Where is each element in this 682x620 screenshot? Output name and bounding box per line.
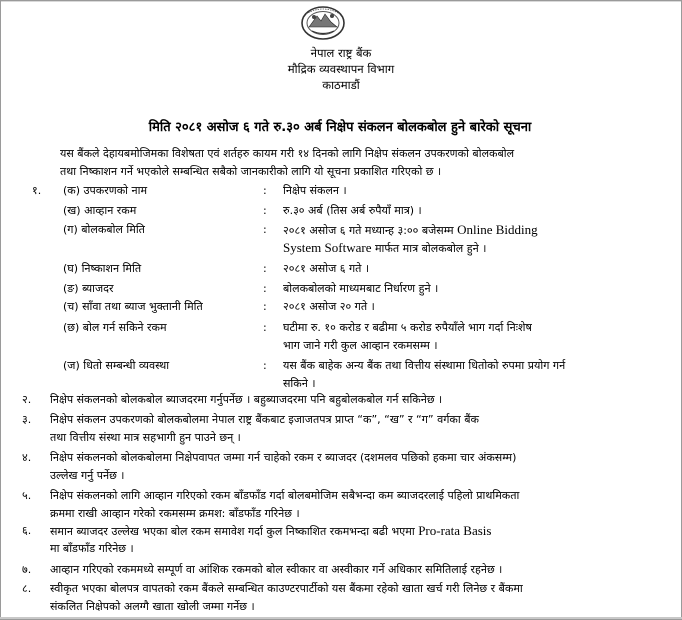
intro-line: तथा निष्काशन गर्ने भएकोले सम्बन्धित सबैको जानकारीको लागि यो सूचना प्रकाशित गरिएको छ ।	[60, 165, 442, 178]
detail-label: (च) साँवा तथा ब्याज भुक्तानी मिति	[63, 300, 203, 313]
detail-value: २०८१ असोज ६ गते मध्यान्ह ३:०० बजेसम्म Online Bidding	[283, 222, 538, 237]
item-text: निक्षेप संकलन उपकरणको बोलकबोलमा नेपाल राष्ट्र बैंकबाट इजाजतपत्र प्राप्त “क”, “ख” र “ग” वर्गका बैंक	[50, 413, 479, 426]
item-number: ३.	[22, 413, 32, 426]
item-number: ७.	[22, 563, 32, 576]
detail-colon: :	[263, 282, 267, 295]
detail-colon: :	[263, 321, 267, 334]
item-number: २.	[22, 393, 32, 406]
department-name: मौद्रिक व्यवस्थापन विभाग	[287, 62, 395, 76]
detail-label: (ख) आव्हान रकम	[63, 204, 137, 217]
item-text: स्वीकृत भएका बोलपत्र वापतको रकम बैंकले सम्बन्धित काउण्टरपार्टीको यस बैंकमा रहेको खाता खर्च गरी लिनेछ र बैंकमा	[50, 582, 523, 595]
item-text: निक्षेप संकलनको बोलकबोल ब्याजदरमा गर्नुपर्नेछ । बहुब्याजदरमा पनि बहुबोलकबोल गर्न सकिनेछ ।	[50, 393, 443, 406]
org-name: नेपाल राष्ट्र बैंक	[310, 46, 372, 60]
detail-value: घटीमा रु. १० करोड र बढीमा ५ करोड रुपैयाँले भाग गर्दा निःशेष	[283, 321, 532, 334]
detail-value: सकिने ।	[283, 377, 316, 390]
detail-value: २०८१ असोज ६ गते ।	[283, 262, 370, 275]
item-number: ६.	[22, 524, 32, 537]
notice-title: मिति २०८१ असोज ६ गते रु.३० अर्ब निक्षेप संकलन बोलकबोल हुने बारेको सूचना	[148, 120, 532, 135]
detail-label: (क) उपकरणको नाम	[63, 184, 148, 197]
intro-line: यस बैंकले देहायबमोजिमका विशेषता एवं शर्तहरु कायम गरी १४ दिनको लागि निक्षेप संकलन उपकरणको बोलकबोल	[60, 147, 515, 160]
item-number: ४.	[22, 451, 32, 464]
detail-colon: :	[263, 223, 267, 236]
item-number: ८.	[22, 582, 32, 595]
nrb-emblem-icon	[300, 5, 346, 41]
item-number: ५.	[22, 489, 32, 502]
item-text: समान ब्याजदर उल्लेख भएका बोल रकम समावेश गर्दा कुल निष्काशित रकमभन्दा बढी भएमा Pro-rata Basis	[50, 523, 492, 538]
detail-value: बोलकबोलको माध्यमबाट निर्धारण हुने ।	[283, 282, 439, 295]
item-text: निक्षेप संकलनको लागि आव्हान गरिएको रकम बाँडफाँड गर्दा बोलबमोजिम सबैभन्दा कम ब्याजदरलाई पहिलो प्राथमिकता	[50, 489, 520, 502]
detail-value: रु.३० अर्ब (तिस अर्ब रुपैयाँ मात्र) ।	[283, 204, 422, 217]
item-text: संकलित निक्षेपको अलग्गै खाता खोली जम्मा गर्नेछ ।	[50, 600, 255, 613]
detail-colon: :	[263, 262, 267, 275]
item-text: मा बाँडफाँड गरिनेछ ।	[50, 542, 134, 555]
detail-label: (ज) धितो सम्बन्धी व्यवस्था	[63, 359, 170, 372]
item-text: आव्हान गरिएको रकममध्ये सम्पूर्ण वा आंशिक रकमको बोल स्वीकार वा अस्वीकार गर्ने अधिकार समितिलाई रहनेछ ।	[50, 563, 503, 576]
detail-colon: :	[263, 300, 267, 313]
item-text: क्रममा राखी आव्हान गरेको रकमसम्म क्रमश: बाँडफाँड गरिनेछ ।	[50, 507, 300, 520]
detail-colon: :	[263, 204, 267, 217]
detail-value: निक्षेप संकलन ।	[283, 184, 347, 197]
detail-value: System Software मार्फत मात्र बोलकबोल हुने ।	[283, 240, 487, 255]
detail-value: भाग जाने गरी कुल आव्हान रकमसम्म ।	[283, 339, 438, 352]
detail-value: २०८१ असोज २० गते ।	[283, 300, 375, 313]
detail-label: (घ) निष्काशन मिति	[63, 262, 142, 275]
detail-colon: :	[263, 359, 267, 372]
window-bottom-edge	[0, 617, 682, 619]
detail-value: यस बैंक बाहेक अन्य बैंक तथा वित्तीय संस्थामा धितोको रुपमा प्रयोग गर्न	[283, 359, 566, 372]
item-text: तथा वित्तीय संस्था मात्र सहभागी हुन पाउने छन् ।	[50, 431, 241, 444]
item-text: निक्षेप संकलनको बोलकबोलमा निक्षेपवापत जम्मा गर्न चाहेको रकम र ब्याजदर (दशमलव पछिको हकमा चार अंकसम्म)	[50, 451, 517, 464]
detail-label: (ङ) ब्याजदर	[63, 282, 114, 295]
detail-label: (छ) बोल गर्न सकिने रकम	[63, 321, 167, 334]
item-number: १.	[32, 184, 42, 197]
detail-colon: :	[263, 184, 267, 197]
city-name: काठमाडौं	[322, 78, 360, 92]
item-text: उल्लेख गर्नु पर्नेछ ।	[50, 469, 125, 482]
detail-label: (ग) बोलकबोल मिति	[63, 223, 145, 236]
